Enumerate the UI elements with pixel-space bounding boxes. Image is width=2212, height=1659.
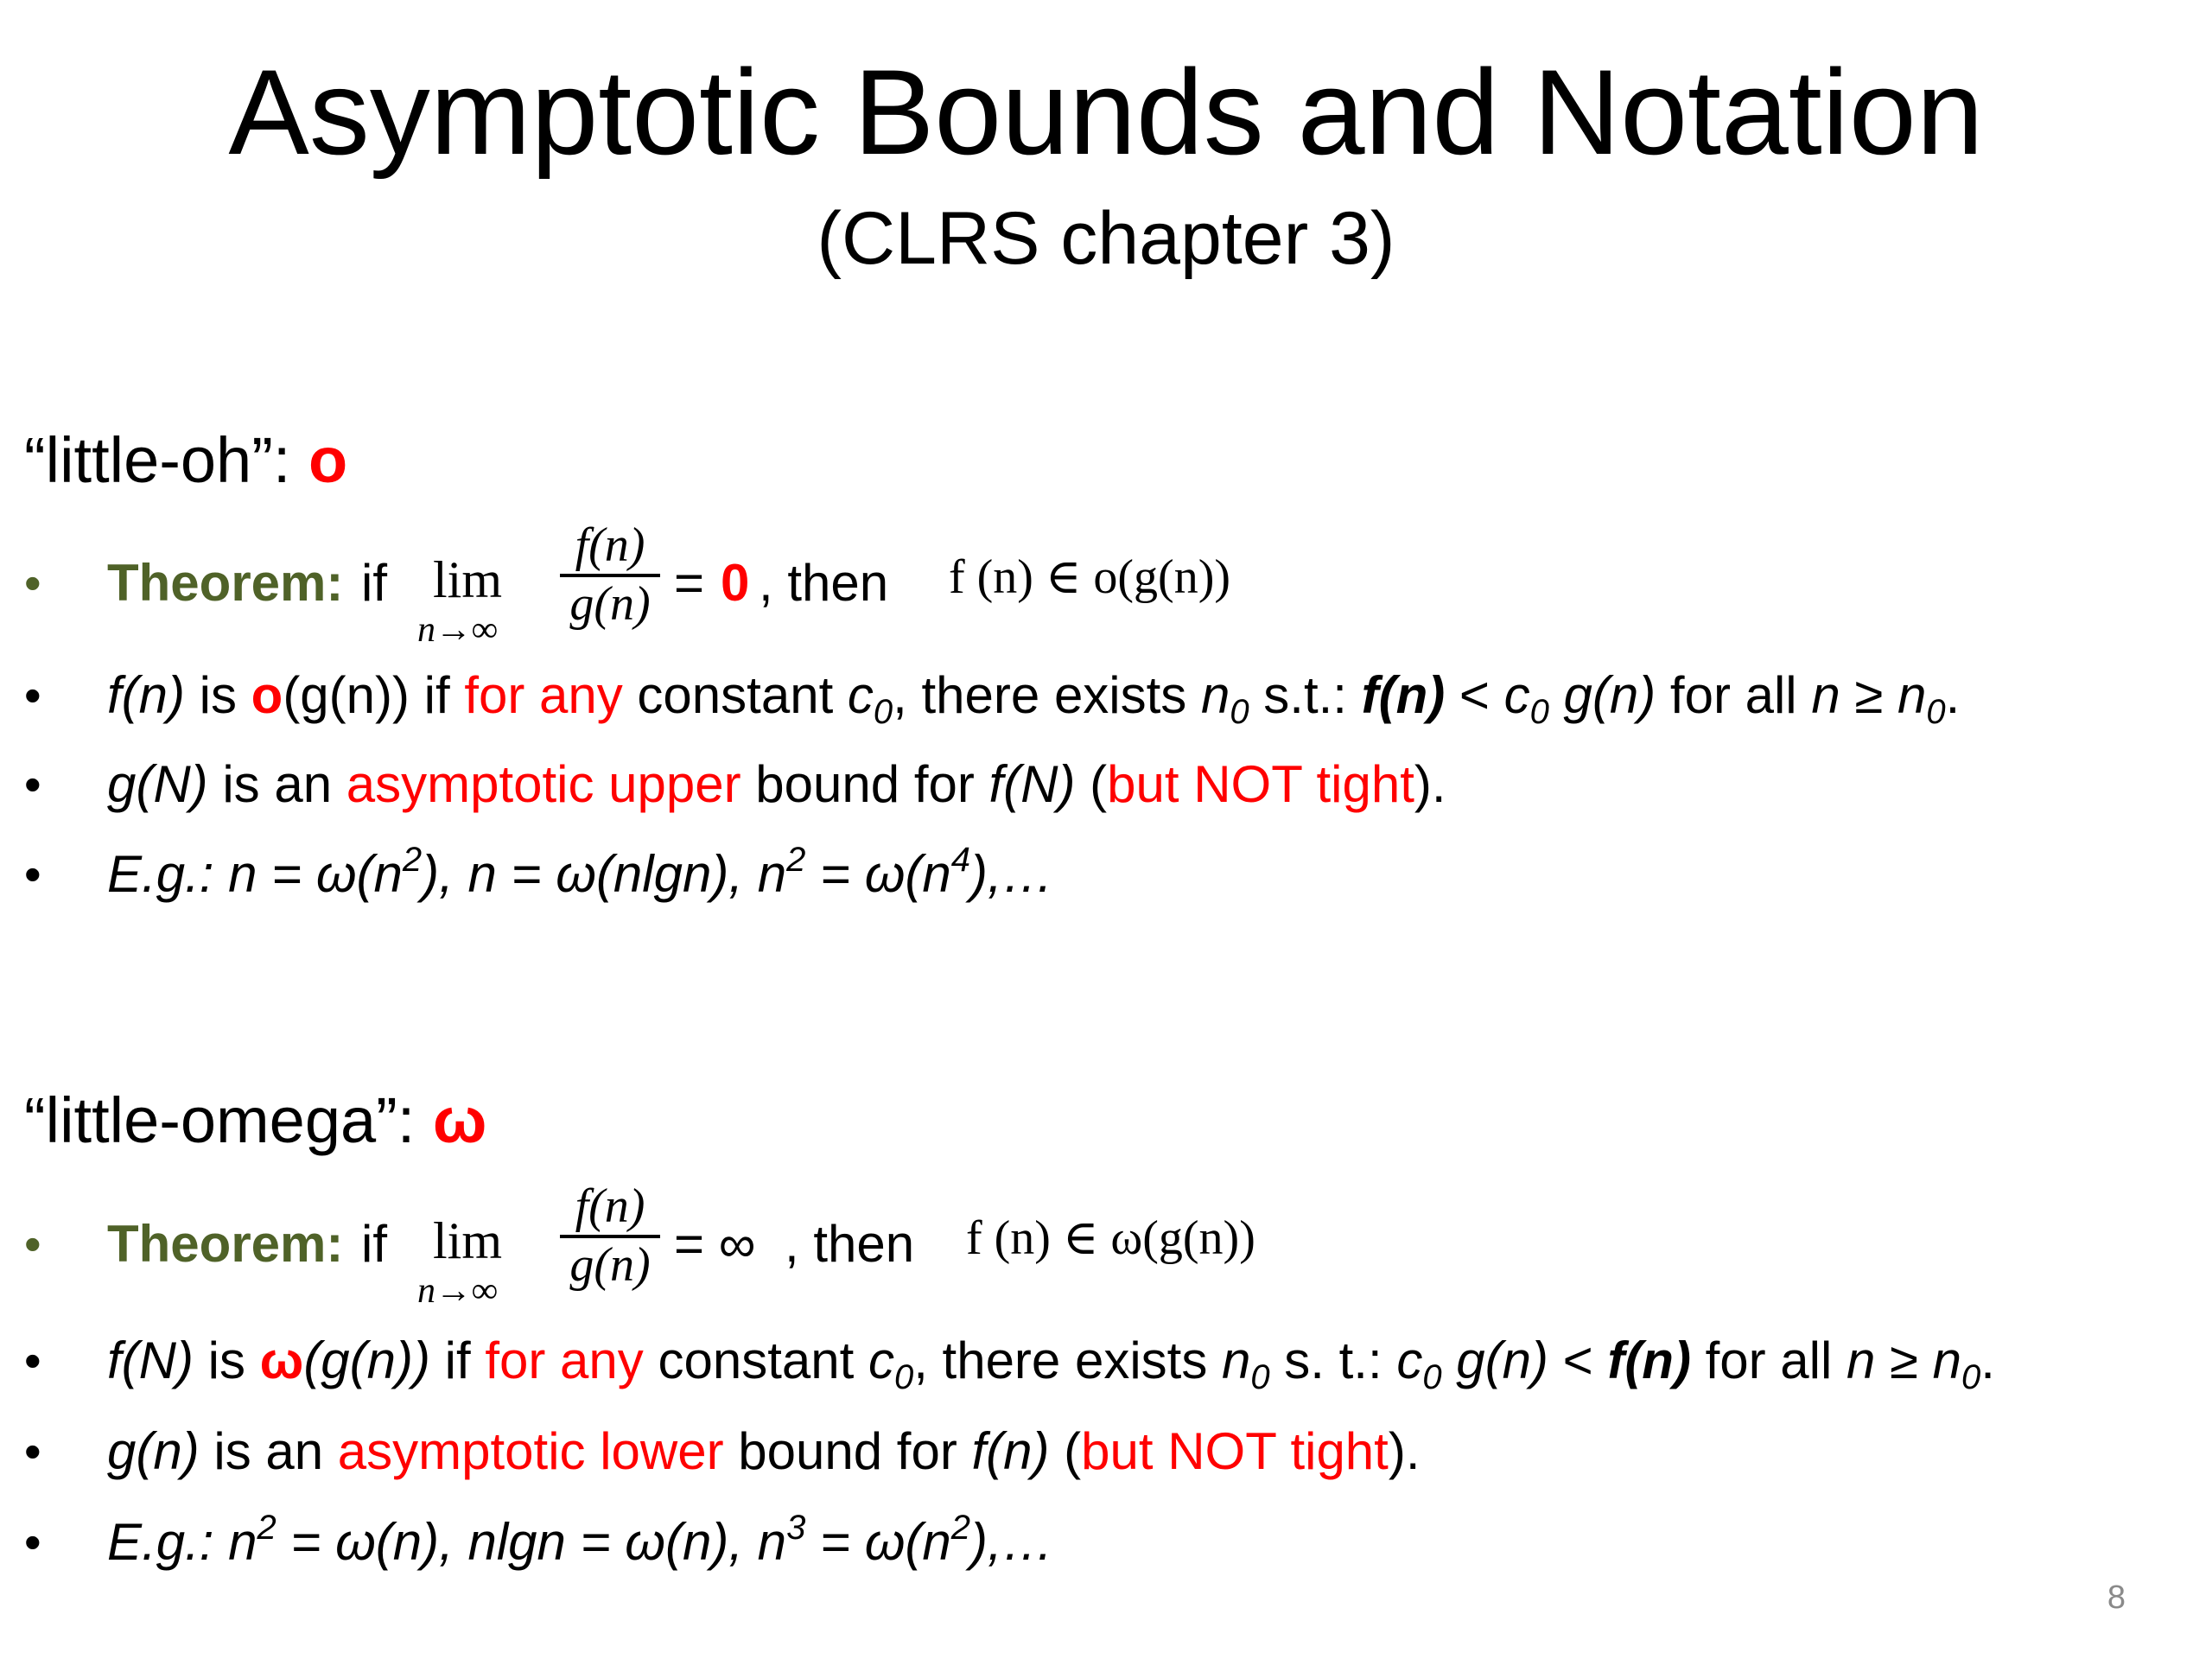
little-omega-symbol: ω bbox=[432, 1084, 487, 1156]
theorem-then: , then bbox=[785, 1215, 915, 1273]
bullet: • bbox=[24, 1333, 41, 1388]
little-omega-heading bbox=[24, 1082, 486, 1160]
little-omega-theorem bbox=[24, 1179, 1277, 1309]
theorem-conclusion: f (n) ∈ ω(g(n)) bbox=[966, 1211, 1255, 1265]
fraction-numerator: f(n) bbox=[575, 518, 645, 572]
example-text: E.g.: $n^2 = \omega(n)$, nlgn = ω(n), $n^3$ = $\omega(n^2),\dots$ bbox=[107, 1509, 1054, 1571]
theorem-if: if bbox=[361, 554, 387, 612]
little-oh-theorem bbox=[24, 518, 1234, 648]
little-oh-heading-label: “little-oh”: bbox=[24, 424, 308, 496]
example-text: E.g.: $n = \omega(n^2)$, n = ω(nlgn), $n^2$ = $\omega(n^4),\dots$ bbox=[107, 841, 1054, 903]
little-oh-heading bbox=[24, 422, 347, 499]
theorem-then: , then bbox=[759, 554, 889, 612]
slide-subtitle: (CLRS chapter 3) bbox=[817, 197, 1395, 280]
definition-text: f(n) is o(g(n)) if for any constant $c_0$, there exists $n_0$ s.t.: $f(n) < c_0$ g(n) for all $n \ge n_0$. bbox=[107, 666, 1961, 731]
slide-title: Asymptotic Bounds and Notation bbox=[228, 44, 1984, 180]
page-number: 8 bbox=[2107, 1580, 2126, 1616]
definition-text: f(N) is ω(g(n)) if for any constant $c_0$, there exists $n_0$ s. t.: $c_0$ g(n) < f(n) for all $n \ge n_0$. bbox=[107, 1332, 1995, 1396]
bullet: • bbox=[24, 668, 41, 722]
fraction-denominator: g(n) bbox=[569, 1238, 651, 1292]
theorem-value: 0 bbox=[721, 554, 750, 612]
theorem-label: Theorem: bbox=[107, 1215, 344, 1273]
bullet: • bbox=[24, 757, 41, 811]
bullet: • bbox=[24, 1217, 41, 1271]
little-oh-symbol: o bbox=[308, 424, 348, 496]
bound-text: g(n) is an asymptotic lower bound for f(n) (but NOT tight). bbox=[107, 1422, 1421, 1480]
theorem-equals: = ∞ bbox=[674, 1215, 756, 1273]
fraction-denominator: g(n) bbox=[569, 577, 651, 631]
bullet: • bbox=[24, 556, 41, 610]
theorem-equals: = bbox=[674, 554, 705, 612]
little-omega-heading-label: “little-omega”: bbox=[24, 1084, 433, 1156]
bound-text: g(N) is an asymptotic upper bound for f(N) (but NOT tight). bbox=[107, 755, 1446, 813]
lim-subscript: n→∞ bbox=[417, 1271, 498, 1311]
bullet: • bbox=[24, 1424, 41, 1478]
fraction-numerator: f(n) bbox=[575, 1179, 645, 1233]
theorem-label: Theorem: bbox=[107, 554, 344, 612]
bullet: • bbox=[24, 847, 41, 901]
lim-word: lim bbox=[433, 1212, 503, 1269]
theorem-conclusion: f (n) ∈ o(g(n)) bbox=[949, 550, 1230, 604]
theorem-if: if bbox=[361, 1215, 387, 1273]
bullet: • bbox=[24, 1515, 41, 1569]
lim-word: lim bbox=[433, 551, 503, 608]
lim-subscript: n→∞ bbox=[417, 610, 498, 650]
